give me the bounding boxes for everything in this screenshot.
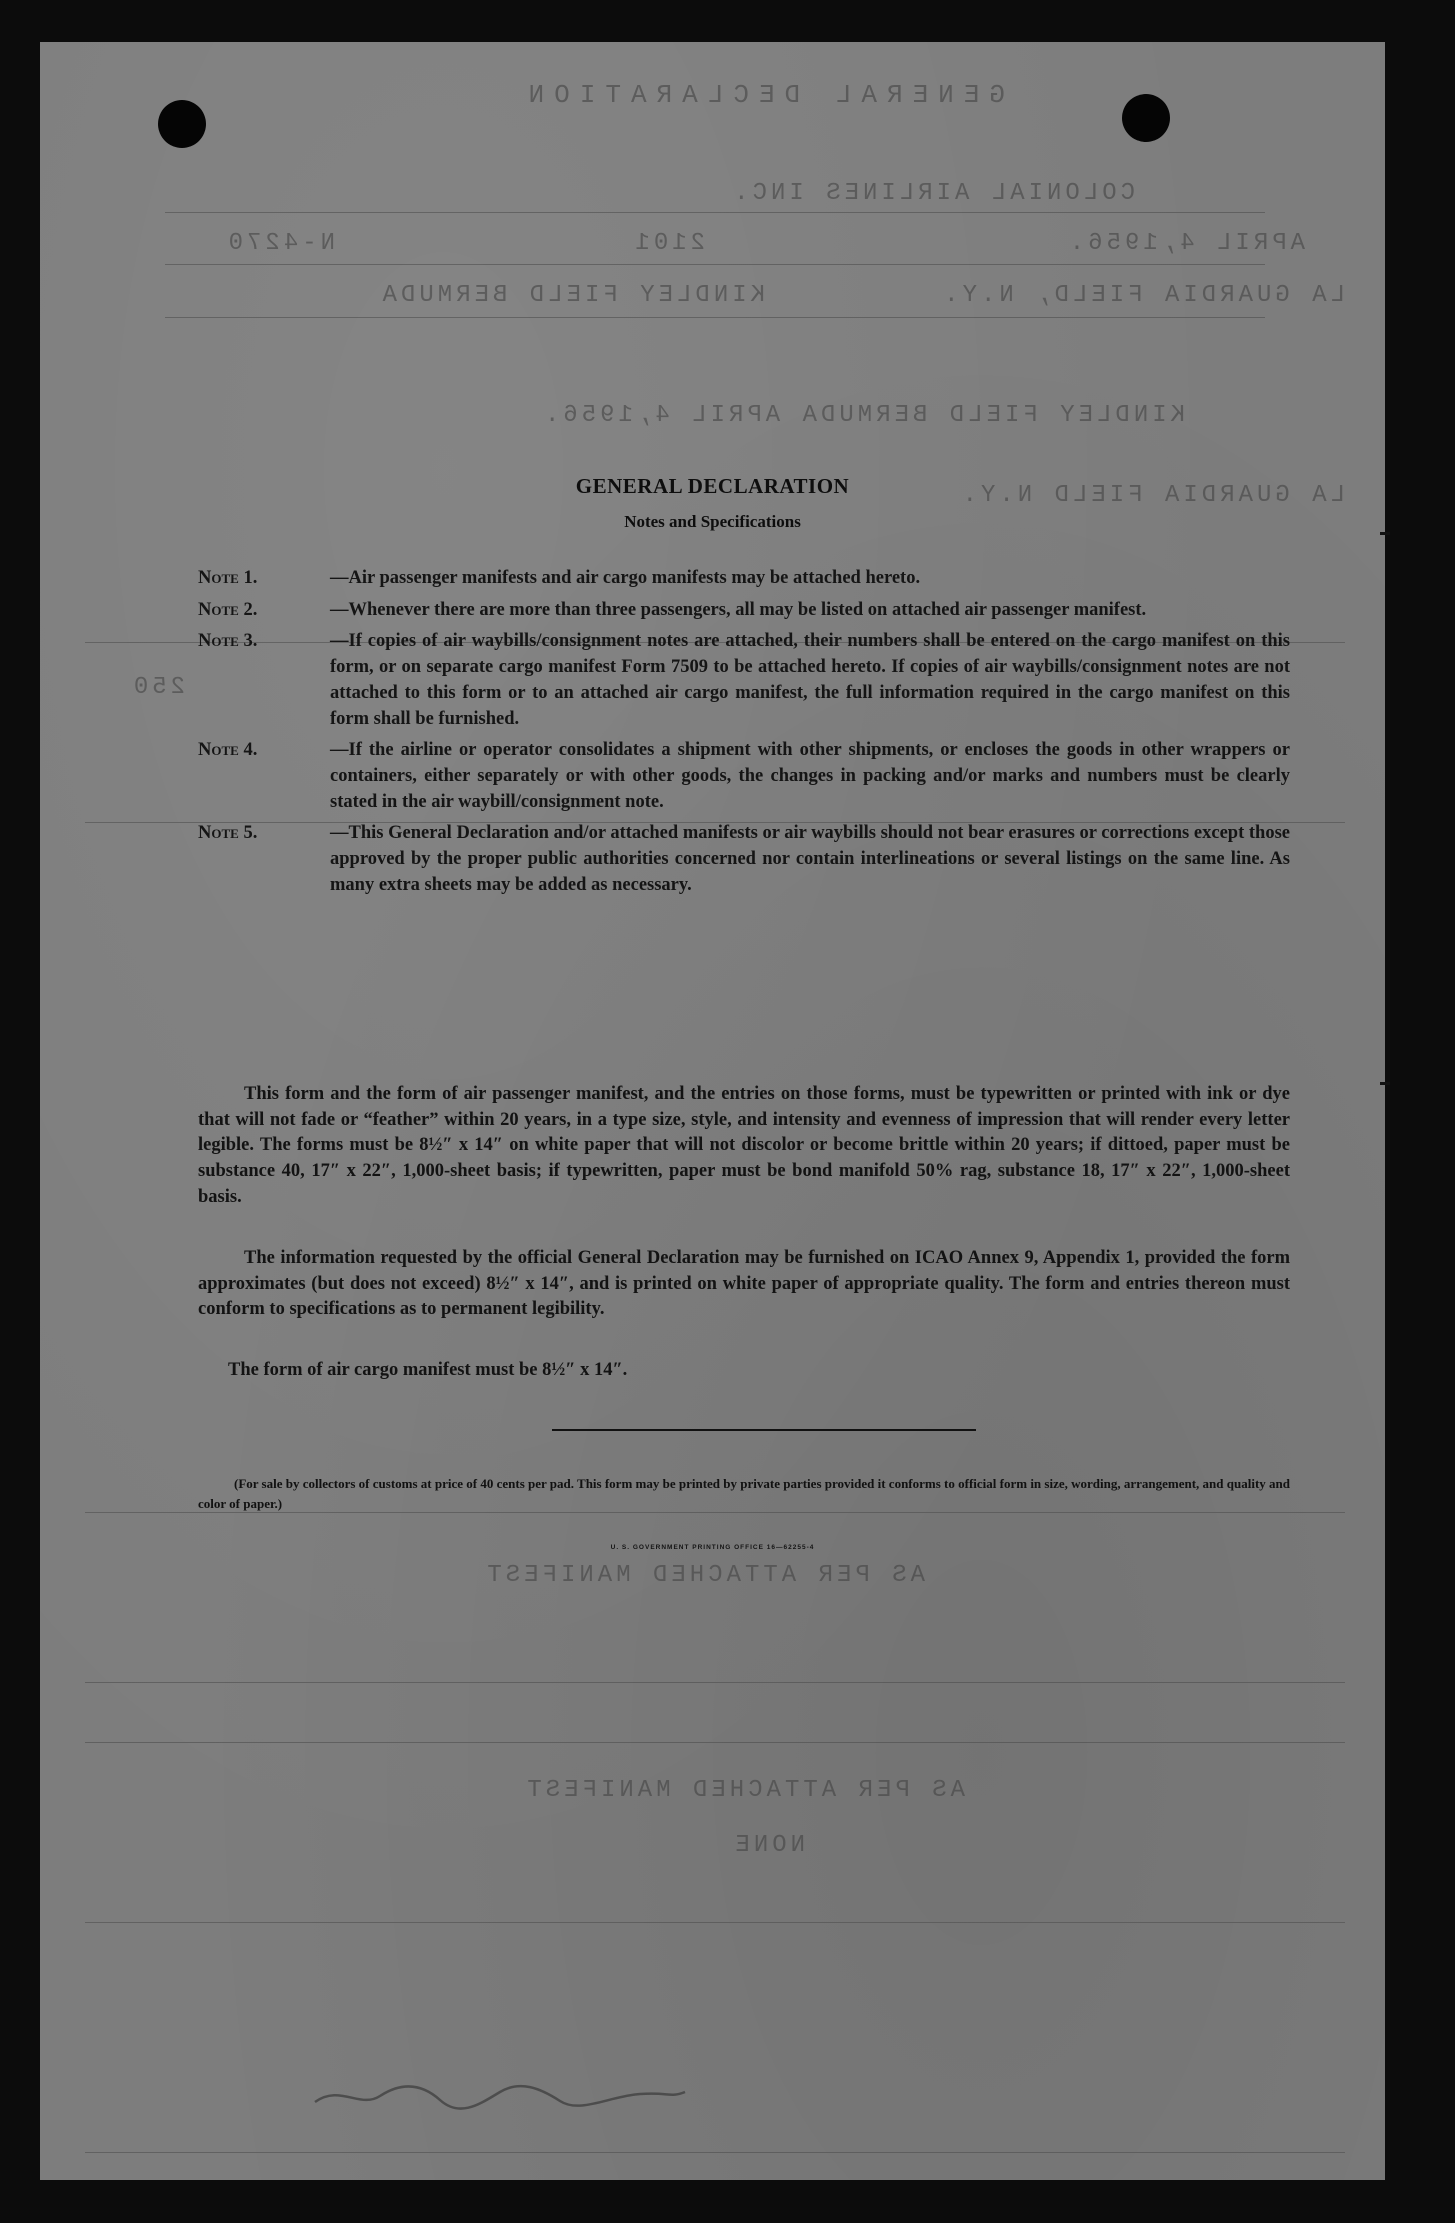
note-label: Note 3. <box>198 631 258 652</box>
ghost-date: APRIL 4,1956. <box>1065 230 1305 257</box>
note-text: —If the airline or operator consolidates a shipment with other shipments, or encloses the goods in other wrappers or containers, either separately or with other goods, the changes in packing and/or marks and numbers must be clearly stated in the air waybill/consignment note. <box>330 740 1290 812</box>
ghost-count: 250 <box>129 674 185 701</box>
notes-list <box>198 566 1290 904</box>
ghost-flight: 2101 <box>631 230 705 257</box>
note-item <box>198 821 1290 898</box>
note-item <box>198 738 1290 815</box>
note-text: —This General Declaration and/or attached manifests or air waybills should not bear erasures or corrections except those approved by the proper public authorities concerned nor contain interlineations or several listings on the same line. As many extra sheets may be added as necessary. <box>330 823 1290 895</box>
note-item <box>198 598 1290 624</box>
ghost-aircraft: N-4270 <box>224 230 335 257</box>
ghost-none: NONE <box>731 1832 805 1859</box>
note-item <box>198 566 1290 592</box>
ghost-rule <box>85 1742 1345 1743</box>
print-requirements-paragraph: This form and the form of air passenger manifest, and the entries on those forms, must be typewritten or printed with ink or dye that will not fade or “feather” within 20 years, in a type size, style, and intensity and evenness of impression that will render every letter legible. The forms must be 8½″ x 14″ on white paper that will not discolor or become brittle within 20 years; if dittoed, paper must be substance 40, 17″ x 22″, 1,000-sheet basis; if typewritten, paper must be bond manifold 50% rag, substance 18, 17″ x 22″, 1,000-sheet basis. <box>198 1084 1290 1207</box>
sale-note: (For sale by collectors of customs at price of 40 cents per pad. This form may be printed by private parties provided it conforms to official form in size, wording, arrangement, and quality and color of paper.) <box>198 1476 1290 1511</box>
signature-scrawl <box>310 2074 690 2114</box>
ghost-rule <box>165 212 1265 213</box>
note-label: Note 4. <box>198 740 258 761</box>
ghost-itinerary-2: LA GUARDIA FIELD N.Y. <box>958 482 1345 509</box>
ghost-header: GENERAL DECLARATION <box>518 80 1005 110</box>
note-label: Note 5. <box>198 823 258 844</box>
cargo-manifest-paragraph: The form of air cargo manifest must be 8½″ x 14″. <box>228 1360 628 1380</box>
ghost-itinerary-1: KINDLEY FIELD BERMUDA APRIL 4,1956. <box>540 402 1185 429</box>
ghost-arrival: LA GUARDIA FIELD, N.Y. <box>940 282 1345 309</box>
ghost-rule <box>85 2152 1345 2153</box>
ghost-rule <box>85 1682 1345 1683</box>
document-page <box>40 42 1385 2180</box>
section-divider <box>552 1429 976 1431</box>
printer-imprint: U. S. GOVERNMENT PRINTING OFFICE 16—62255-4 <box>610 1544 815 1551</box>
ghost-rule <box>165 264 1265 265</box>
note-text: —Air passenger manifests and air cargo manifests may be attached hereto. <box>330 568 921 588</box>
form-subtitle: Notes and Specifications <box>624 512 801 531</box>
note-label: Note 2. <box>198 599 258 620</box>
note-text: —Whenever there are more than three passengers, all may be listed on attached air passenger manifest. <box>330 599 1147 620</box>
note-item <box>198 629 1290 732</box>
ghost-rule <box>165 317 1265 318</box>
note-text: —If copies of air waybills/consignment notes are attached, their numbers shall be entered on the cargo manifest on this form, or on separate cargo manifest Form 7509 to be attached hereto. If copies of air waybills/consignment notes are not attached to this form or to an attached air cargo manifest, the full information required in the cargo manifest on this form shall be furnished. <box>330 631 1290 729</box>
form-title: GENERAL DECLARATION <box>575 474 850 498</box>
ghost-cargo: AS PER ATTACHED MANIFEST <box>523 1777 965 1804</box>
ghost-departure: KINDLEY FIELD BERMUDA <box>378 282 765 309</box>
ghost-rule <box>85 1922 1345 1923</box>
ghost-pax: AS PER ATTACHED MANIFEST <box>483 1562 925 1589</box>
note-label: Note 1. <box>198 568 258 588</box>
ghost-operator: COLONIAL AIRLINES INC. <box>730 180 1135 207</box>
icao-paragraph: The information requested by the official General Declaration may be furnished on ICAO Annex 9, Appendix 1, provided the form approximates (but does not exceed) 8½″ x 14″, and is printed on white paper of appropriate quality. The form and entries thereon must conform to specifications as to permanent legibility. <box>198 1248 1290 1320</box>
